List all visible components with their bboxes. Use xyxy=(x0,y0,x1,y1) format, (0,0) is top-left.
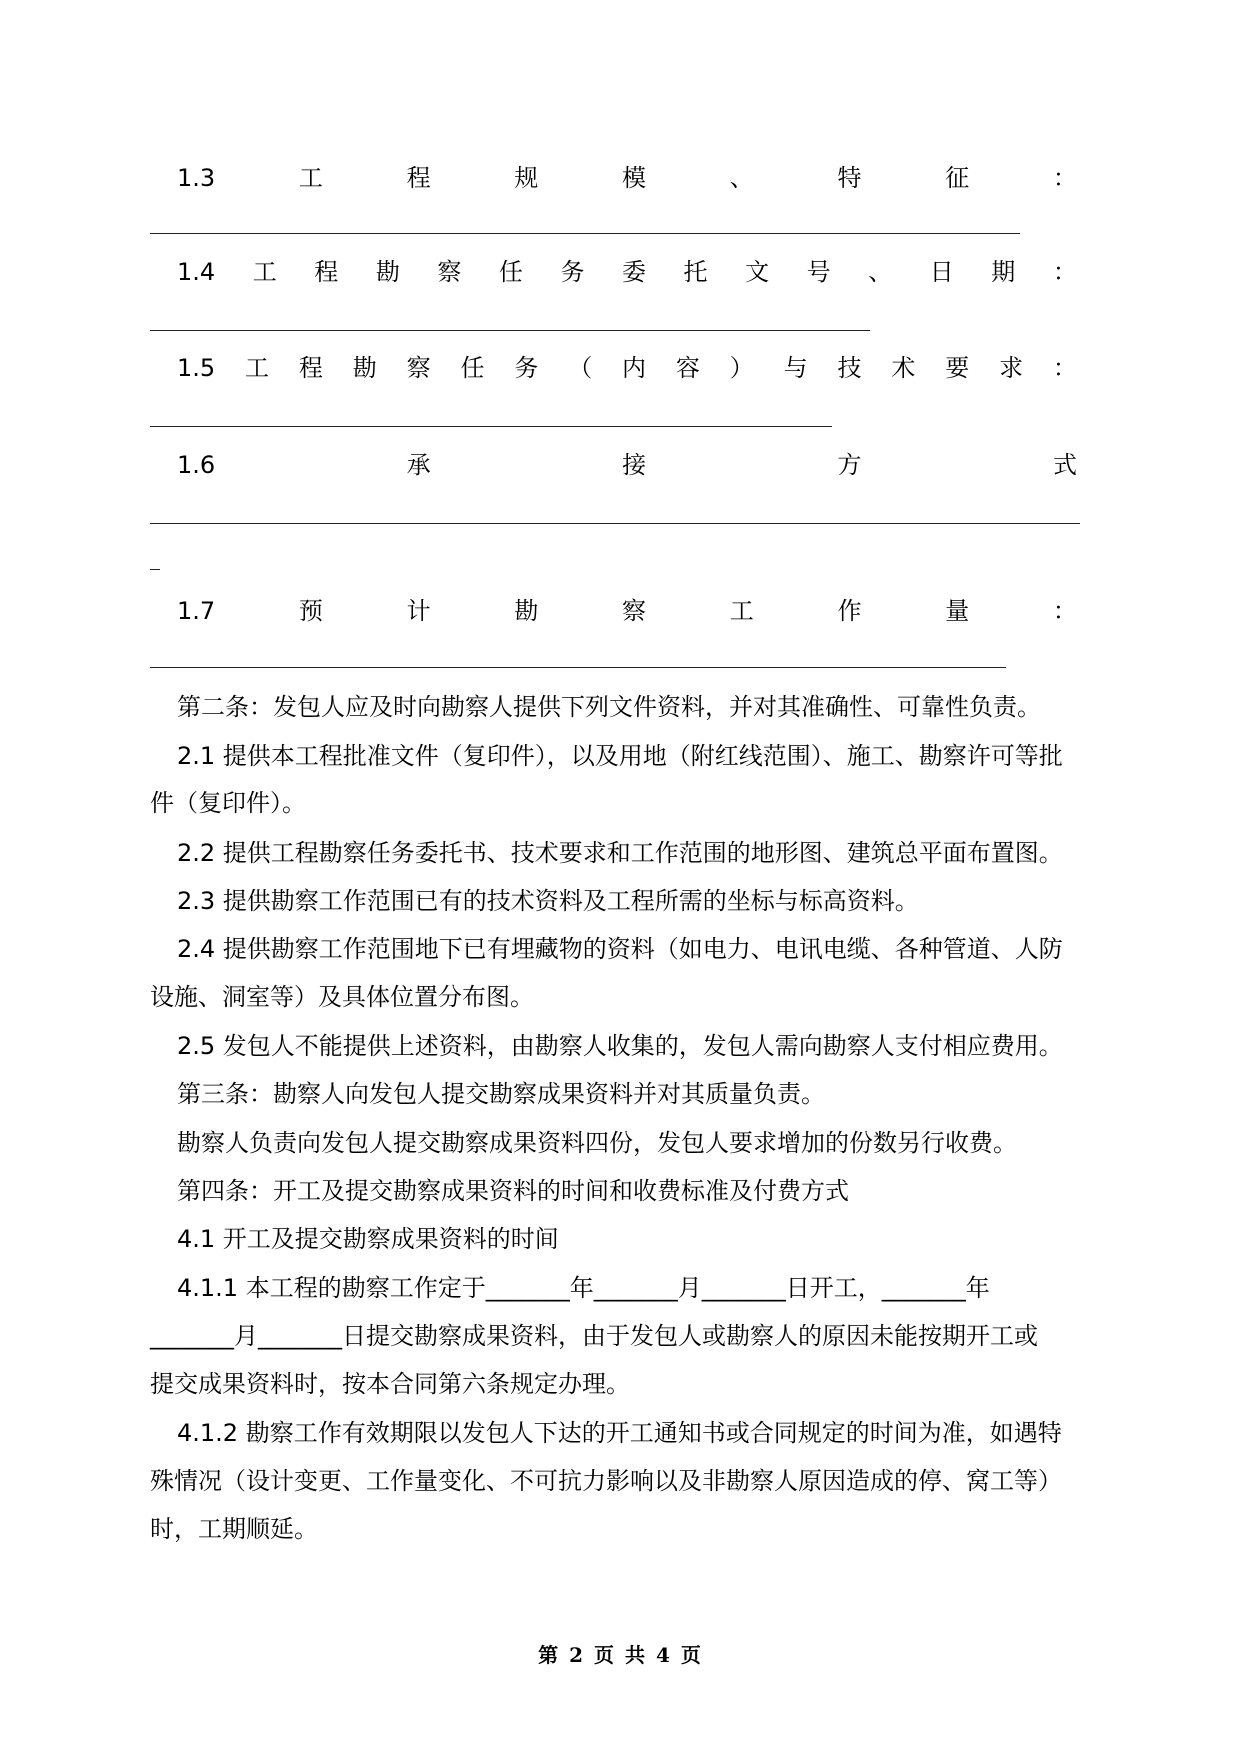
para-2-4-line1: 2.4 提供勘察工作范围地下已有埋藏物的资料（如电力、电讯电缆、各种管道、人防 xyxy=(177,935,1063,963)
item-char: 内 xyxy=(622,354,647,382)
article-4-heading: 第四条：开工及提交勘察成果资料的时间和收费标准及付费方式 xyxy=(177,1177,849,1205)
para-2-1-line2: 件（复印件）。 xyxy=(150,789,306,817)
item-char: 勘 xyxy=(352,354,377,382)
item-char: 求 xyxy=(999,354,1024,382)
para-4-1-2-line2: 殊情况（设计变更、工作量变化、不可抗力影响以及非勘察人原因造成的停、窝工等） xyxy=(150,1467,1062,1495)
item-char: 期 xyxy=(991,258,1016,286)
fill-line-1-7 xyxy=(150,667,1006,668)
item-char: 工 xyxy=(252,258,277,286)
item-char: ） xyxy=(729,354,754,382)
item-1-3 xyxy=(177,163,1077,193)
para-4-1-1-line2: _______月_______日提交勘察成果资料，由于发包人或勘察人的原因未能按期开工或 xyxy=(150,1322,1038,1350)
article-3-heading: 第三条：勘察人向发包人提交勘察成果资料并对其质量负责。 xyxy=(177,1080,825,1108)
item-char: 要 xyxy=(945,354,970,382)
item-char: 程 xyxy=(298,354,323,382)
item-char: ： xyxy=(1052,354,1077,382)
item-char: ： xyxy=(1052,597,1077,625)
item-1-4 xyxy=(177,257,1077,287)
fill-line-1-5 xyxy=(150,426,832,427)
item-char: 程 xyxy=(406,164,431,192)
item-char: 规 xyxy=(514,164,539,192)
item-char: 务 xyxy=(560,258,585,286)
item-char: 委 xyxy=(622,258,646,286)
item-number: 1.5 xyxy=(177,354,216,382)
item-char: 方 xyxy=(837,451,862,479)
para-2-1-line1: 2.1 提供本工程批准文件（复印件），以及用地（附红线范围）、施工、勘察许可等批 xyxy=(177,742,1063,770)
para-2-4-line2: 设施、洞室等）及具体位置分布图。 xyxy=(150,983,534,1011)
item-char: 程 xyxy=(314,258,339,286)
item-char: 容 xyxy=(675,354,700,382)
item-char: 号 xyxy=(806,258,831,286)
item-char: 察 xyxy=(622,597,647,625)
item-char: 工 xyxy=(298,164,323,192)
para-2-3: 2.3 提供勘察工作范围已有的技术资料及工程所需的坐标与标高资料。 xyxy=(177,887,919,915)
item-char: 察 xyxy=(406,354,431,382)
item-char: 任 xyxy=(460,354,485,382)
item-char: ： xyxy=(1052,258,1077,286)
fill-line-1-6-tail xyxy=(150,569,160,570)
item-char: 承 xyxy=(406,451,431,479)
para-4-1-1-line3: 提交成果资料时，按本合同第六条规定办理。 xyxy=(150,1370,630,1398)
para-4-1-1-line1: 4.1.1 本工程的勘察工作定于_______年_______月_______日开工，_______年 xyxy=(177,1274,990,1302)
item-char: 文 xyxy=(745,258,770,286)
item-char: 托 xyxy=(683,258,708,286)
item-number: 1.7 xyxy=(177,597,216,625)
item-char: 作 xyxy=(837,597,862,625)
para-2-2: 2.2 提供工程勘察任务委托书、技术要求和工作范围的地形图、建筑总平面布置图。 xyxy=(177,839,1063,867)
item-char: 量 xyxy=(945,597,970,625)
item-number: 1.6 xyxy=(177,451,216,479)
item-char: 察 xyxy=(437,258,462,286)
item-char: 、 xyxy=(729,164,754,192)
item-char: 日 xyxy=(929,258,954,286)
item-char: 式 xyxy=(1052,451,1077,479)
item-char: （ xyxy=(568,354,593,382)
para-3-body: 勘察人负责向发包人提交勘察成果资料四份，发包人要求增加的份数另行收费。 xyxy=(177,1129,1017,1157)
item-char: 与 xyxy=(783,354,808,382)
item-1-7 xyxy=(177,596,1077,626)
item-number: 1.3 xyxy=(177,164,216,192)
fill-line-1-4 xyxy=(150,330,870,331)
item-char: 接 xyxy=(622,451,647,479)
item-char: 勘 xyxy=(375,258,400,286)
item-char: 勘 xyxy=(514,597,539,625)
item-char: 工 xyxy=(245,354,270,382)
fill-line-1-3 xyxy=(150,233,1020,234)
item-number: 1.4 xyxy=(177,258,216,286)
item-char: 特 xyxy=(837,164,862,192)
para-4-1-2-line1: 4.1.2 勘察工作有效期限以发包人下达的开工通知书或合同规定的时间为准，如遇特 xyxy=(177,1419,1062,1447)
item-char: 工 xyxy=(729,597,754,625)
page-number-footer: 第 2 页 共 4 页 xyxy=(538,1643,703,1667)
item-char: ： xyxy=(1052,164,1077,192)
item-char: 、 xyxy=(868,258,893,286)
item-char: 务 xyxy=(514,354,539,382)
item-char: 模 xyxy=(622,164,647,192)
item-char: 任 xyxy=(498,258,523,286)
item-char: 术 xyxy=(891,354,916,382)
para-4-1-2-line3: 时，工期顺延。 xyxy=(150,1515,318,1543)
item-char: 技 xyxy=(837,354,862,382)
article-2-heading: 第二条：发包人应及时向勘察人提供下列文件资料，并对其准确性、可靠性负责。 xyxy=(177,693,1041,721)
para-4-1: 4.1 开工及提交勘察成果资料的时间 xyxy=(177,1225,559,1253)
item-1-5 xyxy=(177,353,1077,383)
item-1-6 xyxy=(177,450,1077,480)
item-char: 计 xyxy=(406,597,431,625)
fill-line-1-6 xyxy=(150,523,1080,524)
item-char: 预 xyxy=(298,597,323,625)
item-char: 征 xyxy=(945,164,970,192)
para-2-5: 2.5 发包人不能提供上述资料，由勘察人收集的，发包人需向勘察人支付相应费用。 xyxy=(177,1032,1063,1060)
